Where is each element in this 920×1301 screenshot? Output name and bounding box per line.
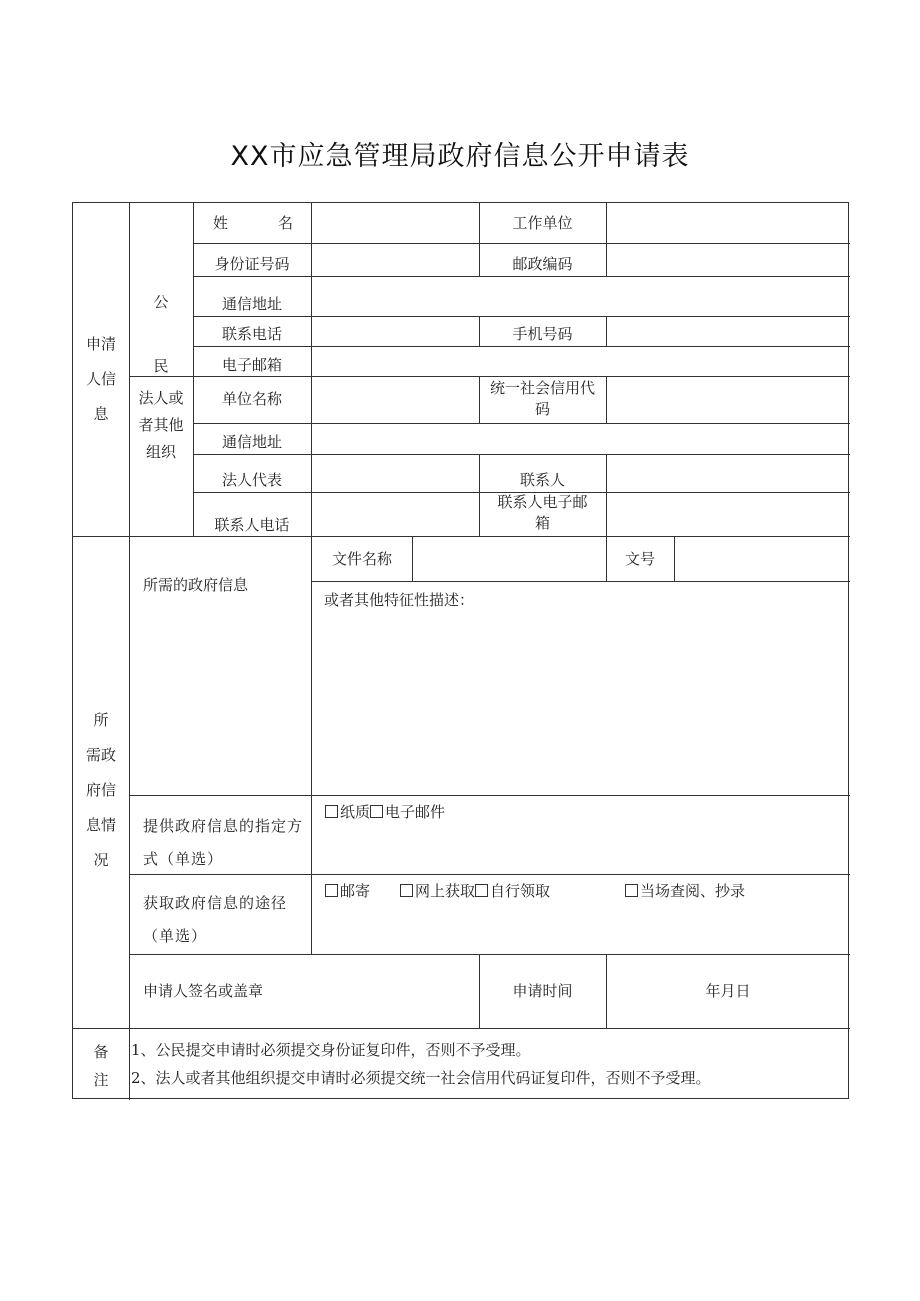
channel-option-mail[interactable]: 邮寄 xyxy=(325,881,370,902)
citizen-label-bottom: 民 xyxy=(153,357,169,375)
contact-email-label: 联系人电子邮 箱 xyxy=(497,493,588,532)
column-divider xyxy=(129,203,130,1100)
phone-label: 联系电话 xyxy=(221,325,282,343)
delivery-method-label: 提供政府信息的指定方式（单选） xyxy=(143,817,304,868)
email-field[interactable] xyxy=(312,347,849,375)
mobile-label: 手机号码 xyxy=(512,325,573,343)
id-number-label: 身份证号码 xyxy=(214,255,290,273)
apply-date-field[interactable]: 年月日 xyxy=(705,982,751,1000)
checkbox-icon[interactable] xyxy=(625,884,638,897)
checkbox-icon[interactable] xyxy=(325,805,338,818)
signature-label: 申请人签名或盖章 xyxy=(143,982,264,1000)
citizen-address-label: 通信地址 xyxy=(221,295,282,313)
postcode-label: 邮政编码 xyxy=(512,255,573,273)
citizen-address-field[interactable] xyxy=(312,277,849,315)
note-item: 2、法人或者其他组织提交申请时必须提交统一社会信用代码证复印件，否则不予受理。 xyxy=(131,1069,711,1087)
notes-label: 备 注 xyxy=(93,1043,109,1089)
phone-field[interactable] xyxy=(312,317,478,345)
unit-name-label: 单位名称 xyxy=(221,390,282,408)
doc-name-field[interactable] xyxy=(413,537,605,580)
name-label: 姓 名 xyxy=(213,214,293,232)
page-title: XX市应急管理局政府信息公开申请表 xyxy=(230,141,690,172)
note-item: 1、公民提交申请时必须提交身份证复印件，否则不予受理。 xyxy=(131,1041,531,1059)
channel-option-online[interactable]: 网上获取 xyxy=(400,882,475,900)
checkbox-icon[interactable] xyxy=(370,805,383,818)
unit-name-field[interactable] xyxy=(312,377,478,422)
row-divider xyxy=(129,795,850,796)
legal-rep-field[interactable] xyxy=(312,455,478,491)
credit-code-field[interactable] xyxy=(607,377,849,422)
signature-field[interactable] xyxy=(312,955,478,1027)
email-label: 电子邮箱 xyxy=(221,356,282,374)
delivery-option-paper[interactable]: 纸质 xyxy=(325,803,370,821)
doc-name-label: 文件名称 xyxy=(331,550,392,568)
applicant-section-label: 申清 人信 息 xyxy=(85,335,116,423)
description-field[interactable] xyxy=(312,615,849,794)
application-form xyxy=(72,202,849,1099)
needed-info-label: 所需的政府信息 xyxy=(143,576,249,594)
credit-code-label: 统一社会信用代 码 xyxy=(489,379,595,418)
contact-phone-field[interactable] xyxy=(312,493,478,535)
checkbox-icon[interactable] xyxy=(475,884,488,897)
channel-label: 获取政府信息的途径（单选） xyxy=(143,894,288,945)
contact-label: 联系人 xyxy=(519,471,565,489)
org-label: 法人或 者其他 组织 xyxy=(138,389,184,461)
doc-number-field[interactable] xyxy=(675,537,849,580)
section-divider xyxy=(73,1028,850,1029)
row-divider xyxy=(129,954,850,955)
contact-field[interactable] xyxy=(607,455,849,491)
description-label: 或者其他特征性描述： xyxy=(324,591,475,609)
channel-option-self-pickup[interactable]: 自行领取 xyxy=(475,882,550,900)
row-divider xyxy=(311,581,850,582)
citizen-label-top: 公 xyxy=(153,293,169,311)
delivery-options xyxy=(325,802,445,823)
checkbox-icon[interactable] xyxy=(325,884,338,897)
contact-phone-label: 联系人电话 xyxy=(214,516,290,534)
channel-option-online-and-self xyxy=(400,881,550,902)
org-address-label: 通信地址 xyxy=(221,433,282,451)
apply-time-label: 申请时间 xyxy=(512,982,573,1000)
mobile-field[interactable] xyxy=(607,317,849,345)
legal-rep-label: 法人代表 xyxy=(221,471,282,489)
delivery-option-email[interactable]: 电子邮件 xyxy=(370,803,445,821)
postcode-field[interactable] xyxy=(607,244,849,275)
doc-number-label: 文号 xyxy=(624,550,655,568)
contact-email-field[interactable] xyxy=(607,493,849,535)
org-address-field[interactable] xyxy=(312,424,849,453)
checkbox-icon[interactable] xyxy=(400,884,413,897)
workplace-field[interactable] xyxy=(607,204,849,242)
workplace-label: 工作单位 xyxy=(512,214,573,232)
channel-option-onsite[interactable]: 当场查阅、抄录 xyxy=(625,881,745,902)
info-section-label: 所 需政 府信 息情 况 xyxy=(85,711,116,869)
id-number-field[interactable] xyxy=(312,244,478,275)
name-field[interactable] xyxy=(312,204,478,242)
